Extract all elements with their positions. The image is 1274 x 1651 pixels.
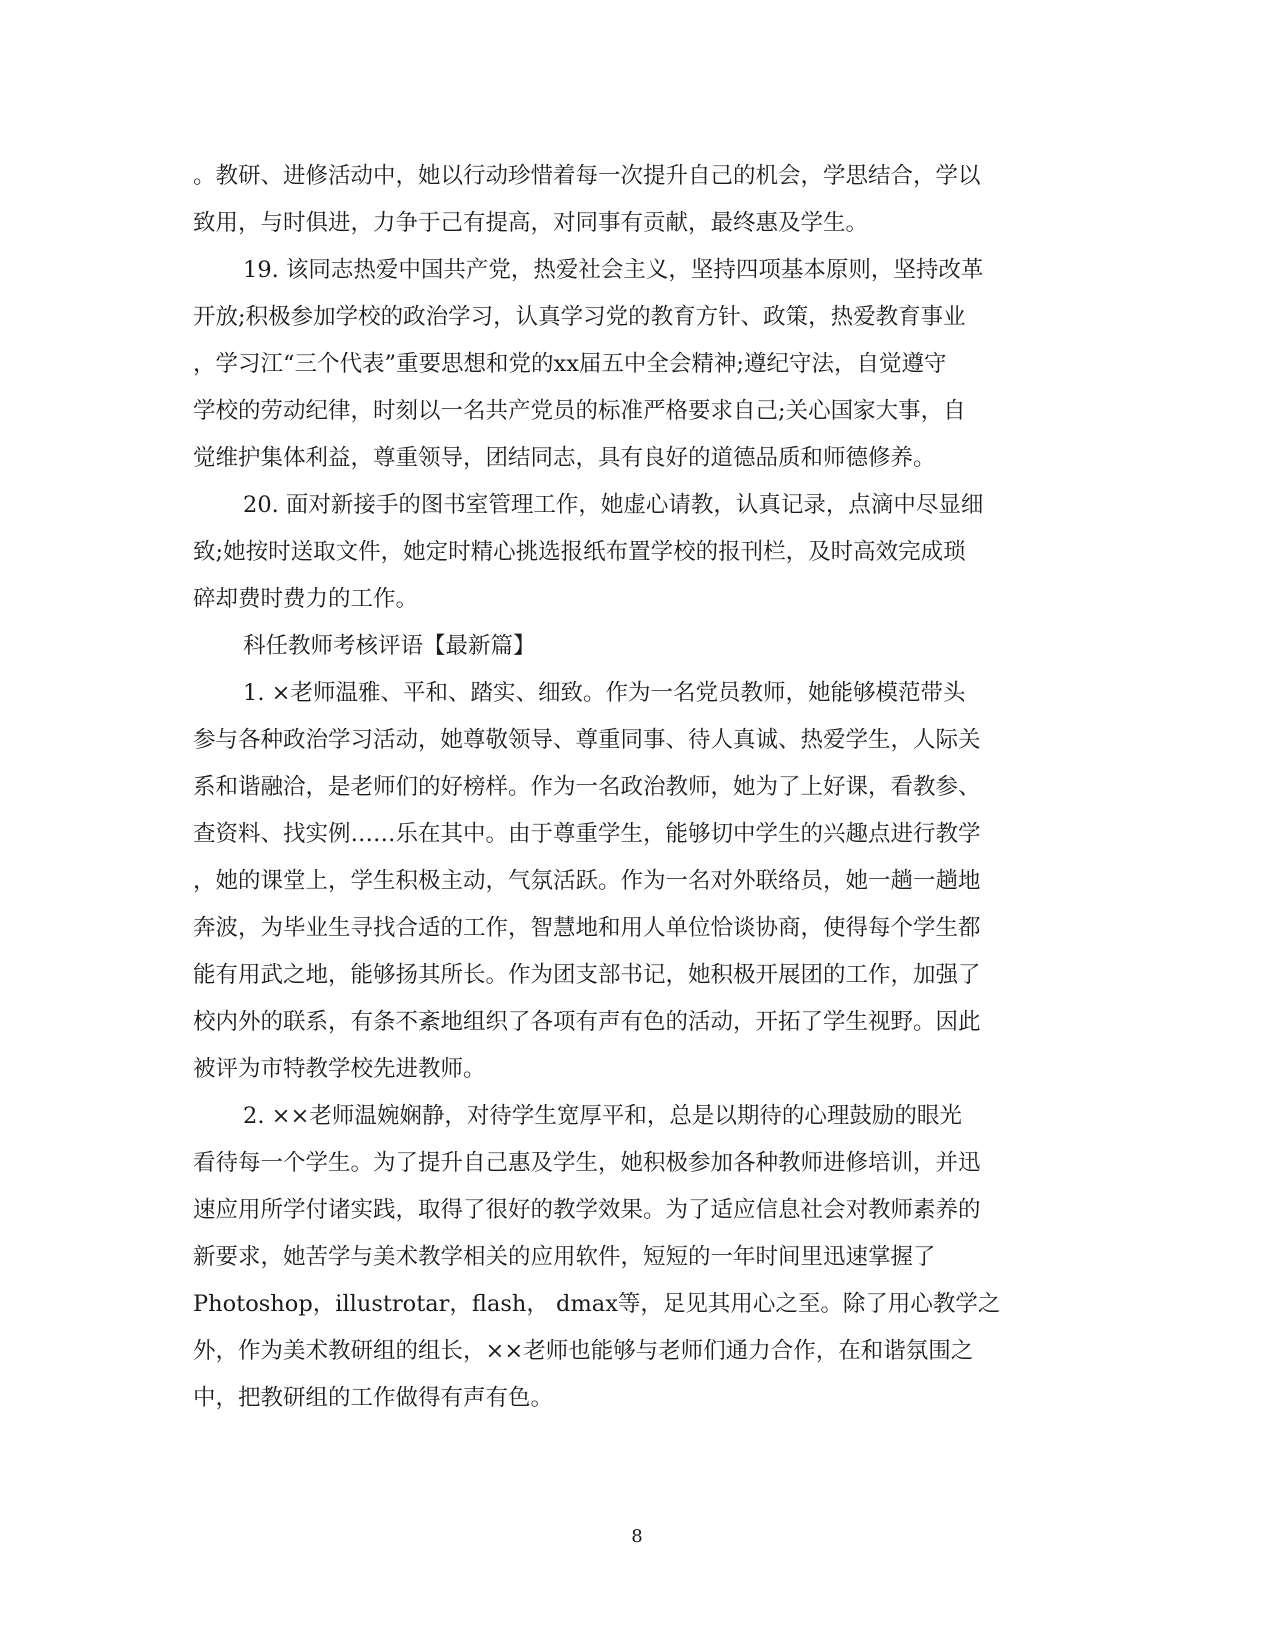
paragraph-line: 1. ×老师温雅、平和、踏实、细致。作为一名党员教师，她能够模范带头 xyxy=(243,680,966,706)
paragraph-line: 奔波，为毕业生寻找合适的工作，智慧地和用人单位恰谈协商，使得每个学生都 xyxy=(193,915,981,941)
paragraph-line: 看待每一个学生。为了提升自己惠及学生，她积极参加各种教师进修培训，并迅 xyxy=(193,1150,981,1176)
page-number: 8 xyxy=(631,1526,643,1547)
paragraph-line: 查资料、找实例……乐在其中。由于尊重学生，能够切中学生的兴趣点进行教学 xyxy=(193,821,981,847)
paragraph-line: ，学习江“三个代表”重要思想和党的xx届五中全会精神;遵纪守法，自觉遵守 xyxy=(193,351,947,377)
paragraph-line: 致;她按时送取文件，她定时精心挑选报纸布置学校的报刊栏，及时高效完成琐 xyxy=(193,539,966,565)
paragraph-line: 系和谐融洽，是老师们的好榜样。作为一名政治教师，她为了上好课，看教参、 xyxy=(193,774,981,800)
paragraph-line: 觉维护集体利益，尊重领导，团结同志，具有良好的道德品质和师德修养。 xyxy=(193,445,936,471)
paragraph-line: 新要求，她苦学与美术教学相关的应用软件，短短的一年时间里迅速掌握了 xyxy=(193,1244,936,1270)
paragraph-line: Photoshop，illustrotar，flash， dmax等，足见其用心之至。除了用心教学之 xyxy=(193,1291,1001,1317)
paragraph-line: 外，作为美术教研组的组长，××老师也能够与老师们通力合作，在和谐氛围之 xyxy=(193,1338,974,1364)
paragraph-line: 速应用所学付诸实践，取得了很好的教学效果。为了适应信息社会对教师素养的 xyxy=(193,1197,981,1223)
section-heading: 科任教师考核评语【最新篇】 xyxy=(243,633,536,659)
paragraph-line: 致用，与时俱进，力争于己有提高，对同事有贡献，最终惠及学生。 xyxy=(193,210,869,236)
paragraph-line: 被评为市特教学校先进教师。 xyxy=(193,1056,486,1082)
paragraph-line: 校内外的联系，有条不紊地组织了各项有声有色的活动，开拓了学生视野。因此 xyxy=(193,1009,981,1035)
paragraph-line: 能有用武之地，能够扬其所长。作为团支部书记，她积极开展团的工作，加强了 xyxy=(193,962,981,988)
paragraph-line: 碎却费时费力的工作。 xyxy=(193,586,419,612)
paragraph-line: 2. ××老师温婉娴静，对待学生宽厚平和，总是以期待的心理鼓励的眼光 xyxy=(243,1103,962,1129)
paragraph-line: 开放;积极参加学校的政治学习，认真学习党的教育方针、政策，热爱教育事业 xyxy=(193,304,966,330)
paragraph-line: 参与各种政治学习活动，她尊敬领导、尊重同事、待人真诚、热爱学生，人际关 xyxy=(193,727,981,753)
paragraph-line: ，她的课堂上，学生积极主动，气氛活跃。作为一名对外联络员，她一趟一趟地 xyxy=(193,868,981,894)
paragraph-line: 19. 该同志热爱中国共产党，热爱社会主义，坚持四项基本原则，坚持改革 xyxy=(243,257,984,283)
paragraph-line: 学校的劳动纪律，时刻以一名共产党员的标准严格要求自己;关心国家大事，自 xyxy=(193,398,966,424)
paragraph-line: 中，把教研组的工作做得有声有色。 xyxy=(193,1385,554,1411)
paragraph-line: 。教研、进修活动中，她以行动珍惜着每一次提升自己的机会，学思结合，学以 xyxy=(193,163,981,189)
paragraph-line: 20. 面对新接手的图书室管理工作，她虚心请教，认真记录，点滴中尽显细 xyxy=(243,492,984,518)
